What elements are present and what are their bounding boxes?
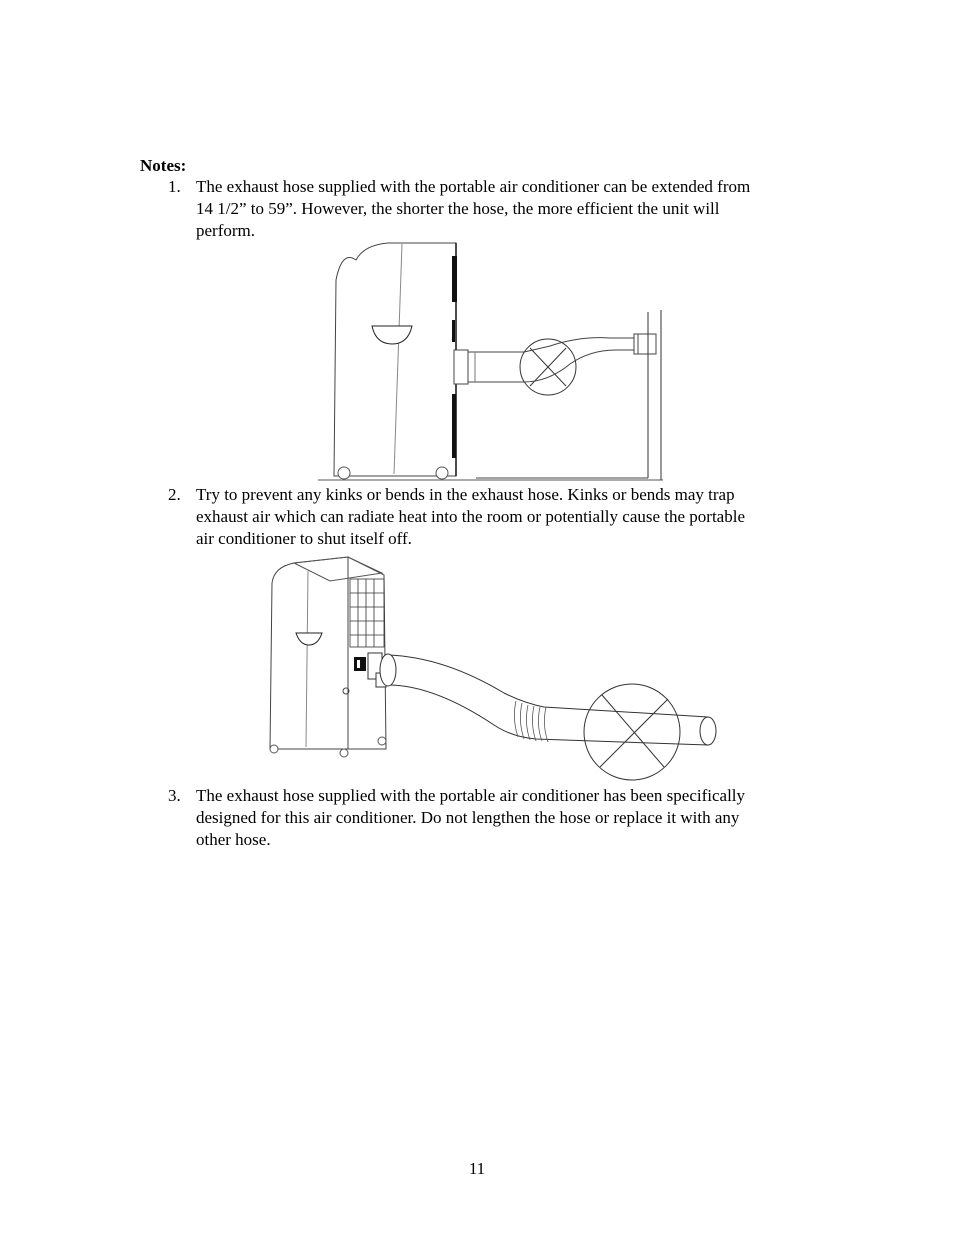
ac-unit-short-hose-window-illustration <box>318 240 668 484</box>
page-number: 11 <box>468 1159 486 1178</box>
note-line: The exhaust hose supplied with the portable air conditioner has been specifically <box>196 786 746 805</box>
note-line: exhaust air which can radiate heat into the room or potentially cause the portable <box>196 507 745 526</box>
note-line: 14 1/2” to 59”. However, the shorter the hose, the more efficient the unit will <box>196 199 720 218</box>
note-line: Try to prevent any kinks or bends in the exhaust hose. Kinks or bends may trap <box>196 485 735 504</box>
note-line: perform. <box>196 221 256 240</box>
ac-unit-bent-hose-illustration <box>264 553 718 783</box>
note-line: air conditioner to shut itself off. <box>196 529 412 548</box>
note-text <box>196 484 821 550</box>
note-text <box>196 176 821 242</box>
notes-heading: Notes: <box>140 156 187 175</box>
note-text <box>196 785 821 851</box>
note-line: other hose. <box>196 830 271 849</box>
note-number: 2. <box>168 485 181 504</box>
note-number: 3. <box>168 786 181 805</box>
note-line: designed for this air conditioner. Do not lengthen the hose or replace it with any <box>196 808 740 827</box>
note-line: The exhaust hose supplied with the portable air conditioner can be extended from <box>196 177 751 196</box>
note-number: 1. <box>168 177 181 196</box>
